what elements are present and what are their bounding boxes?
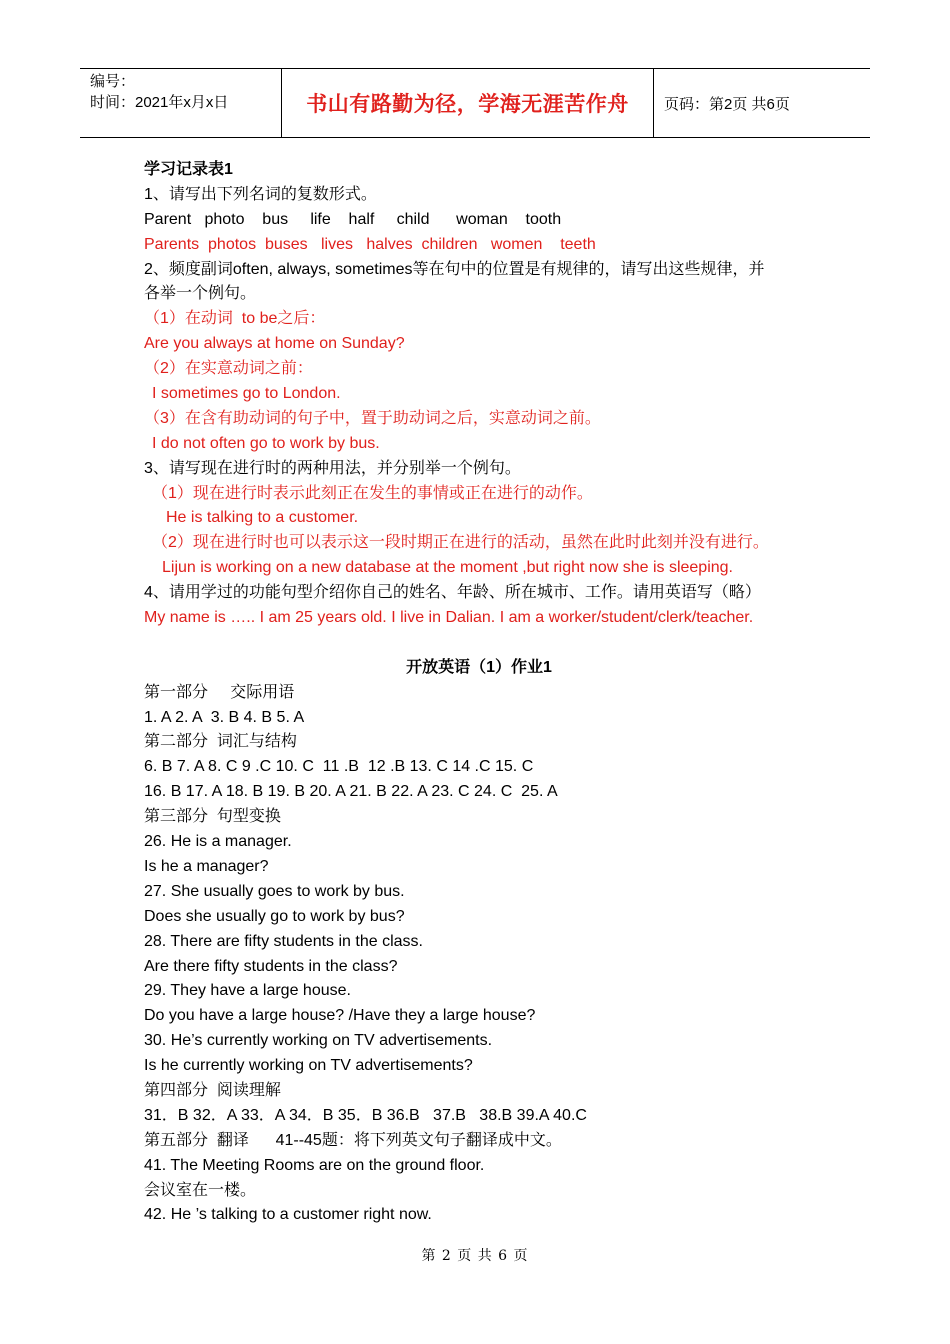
sentence-28-transformed: Are there fifty students in the class? — [144, 957, 398, 975]
sentence-41-chinese: 会议室在一楼。 — [144, 1181, 257, 1199]
sentence-30-transformed: Is he currently working on TV advertisements? — [144, 1057, 473, 1075]
question-2-line-1: 2、频度副词often, always, sometimes等在句中的位置是有规律的，请写出这些规律，并 — [144, 260, 765, 278]
question-3-usage-1-example: He is talking to a customer. — [166, 509, 359, 527]
question-2-rule-2: （2）在实意动词之前： — [144, 360, 313, 378]
question-2-line-2: 各举一个例句。 — [144, 285, 257, 303]
sentence-29-original: 29. They have a large house. — [144, 982, 351, 1000]
header-motto: 书山有路勤为径，学海无涯苦作舟 — [282, 69, 654, 137]
question-2-rule-1-example: Are you always at home on Sunday? — [144, 335, 405, 353]
part-2-answers-2: 16. B 17. A 18. B 19. B 20. A 21. B 22. A 23. C 24. C 25. A — [144, 783, 558, 801]
part-2-answers-1: 6. B 7. A 8. C 9 .C 10. C 11 .B 12 .B 13. C 14 .C 15. C — [144, 758, 534, 776]
question-2-rule-3: （3）在含有助动词的句子中，置于助动词之后，实意动词之前。 — [144, 409, 601, 427]
page-footer: 第 2 页 共 6 页 — [421, 1248, 529, 1264]
question-4: 4、请用学过的功能句型介绍你自己的姓名、年龄、所在城市、工作。请用英语写（略） — [144, 584, 761, 602]
question-3-usage-2-example: Lijun is working on a new database at the moment ,but right now she is sleeping. — [162, 559, 733, 577]
homework-title: 开放英语（1）作业1 — [406, 658, 552, 676]
question-1-answer: Parents photos buses lives halves children women teeth — [144, 235, 596, 253]
question-1: 1、请写出下列名词的复数形式。 — [144, 185, 377, 203]
header-page-label: 页码：第2页 共6页 — [664, 95, 790, 113]
sentence-26-original: 26. He is a manager. — [144, 833, 292, 851]
document-body — [144, 158, 814, 1228]
part-2-heading: 第二部分 词汇与结构 — [144, 733, 297, 751]
question-1-words: Parent photo bus life half child woman tooth — [144, 210, 562, 228]
sentence-27-transformed: Does she usually go to work by bus? — [144, 907, 405, 925]
sentence-26-transformed: Is he a manager? — [144, 857, 269, 875]
part-4-heading: 第四部分 阅读理解 — [144, 1081, 281, 1099]
part-5-heading: 第五部分 翻译 41--45题：将下列英文句子翻译成中文。 — [144, 1131, 562, 1149]
question-3-usage-1: （1）现在进行时表示此刻正在发生的事情或正在进行的动作。 — [152, 484, 593, 502]
sentence-28-original: 28. There are fifty students in the class. — [144, 932, 423, 950]
sentence-42-english: 42. He ’s talking to a customer right now. — [144, 1206, 432, 1224]
question-2-rule-3-example: I do not often go to work by bus. — [152, 434, 380, 452]
part-1-answers: 1. A 2. A 3. B 4. B 5. A — [144, 708, 305, 726]
page-header — [80, 68, 870, 138]
part-4-answers: 31．B 32．A 33．A 34．B 35．B 36.B 37.B 38.B 39.A 40.C — [144, 1106, 587, 1124]
number-label: 编号： — [90, 73, 136, 90]
sentence-30-original: 30. He’s currently working on TV advertisements. — [144, 1032, 493, 1050]
question-3-usage-2: （2）现在进行时也可以表示这一段时期正在进行的活动，虽然在此时此刻并没有进行。 — [152, 534, 769, 552]
question-3: 3、请写现在进行时的两种用法，并分别举一个例句。 — [144, 459, 521, 477]
question-2-rule-2-example: I sometimes go to London. — [152, 385, 341, 403]
date-label: 时间：2021年x月x日 — [90, 94, 229, 111]
header-meta — [80, 69, 282, 137]
sentence-29-transformed: Do you have a large house? /Have they a large house? — [144, 1007, 536, 1025]
record-title: 学习记录表1 — [144, 161, 233, 178]
sentence-41-english: 41. The Meeting Rooms are on the ground floor. — [144, 1156, 485, 1174]
part-3-heading: 第三部分 句型变换 — [144, 808, 281, 826]
section-spacer — [144, 631, 814, 656]
question-2-rule-1: （1）在动词 to be之后： — [144, 310, 326, 328]
question-4-answer: My name is ….. I am 25 years old. I live in Dalian. I am a worker/student/clerk/teacher. — [144, 609, 754, 627]
part-1-heading: 第一部分 交际用语 — [144, 683, 295, 701]
sentence-27-original: 27. She usually goes to work by bus. — [144, 882, 405, 900]
